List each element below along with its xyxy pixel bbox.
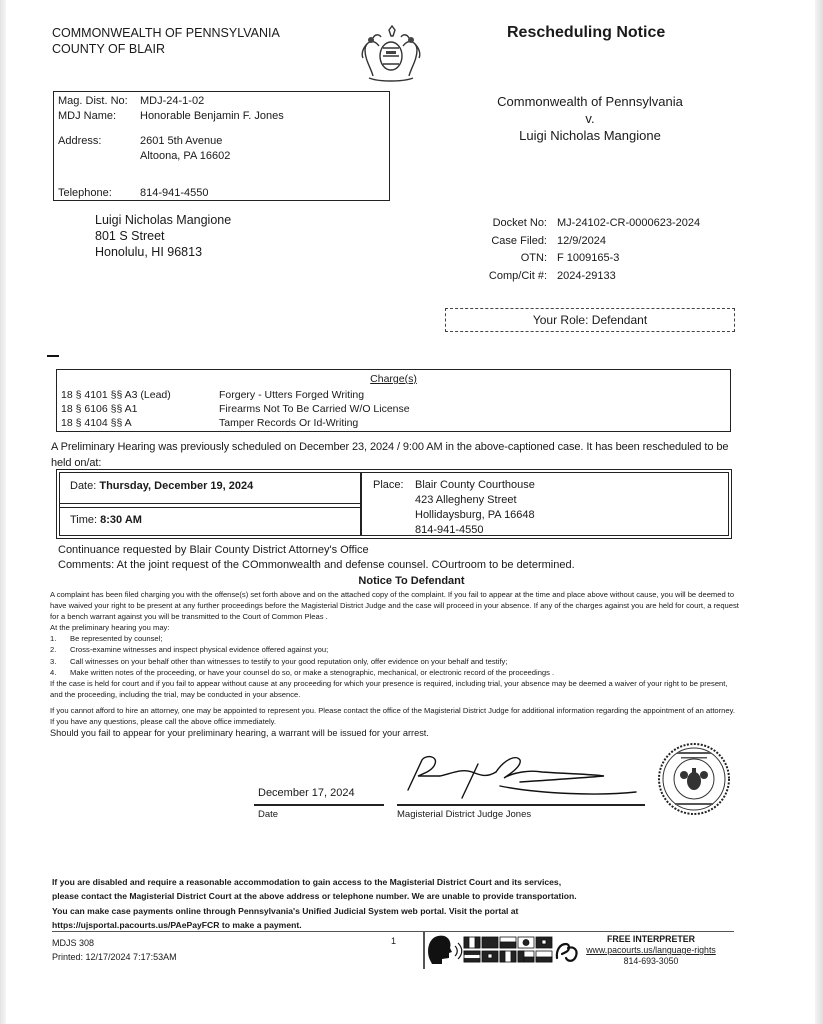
footer-divider xyxy=(52,931,734,932)
address-line1: 2601 5th Avenue xyxy=(140,135,223,147)
item-number: 1. xyxy=(50,634,57,644)
notice-body xyxy=(50,589,740,739)
otn-value: F 1009165-3 xyxy=(557,252,620,264)
charge-row xyxy=(61,403,410,415)
payment-portal-link[interactable]: https://ujsportal.pacourts.us/PAePayFCR to make a payment. xyxy=(52,919,302,930)
judge-signature-icon xyxy=(400,750,640,802)
continuance-block xyxy=(58,543,575,573)
compcit-label: Comp/Cit #: xyxy=(488,269,547,282)
schedule-divider-horizontal xyxy=(60,503,360,508)
time-label: Time: xyxy=(70,514,98,526)
notice-title: Notice To Defendant xyxy=(358,575,465,587)
page-edge-right xyxy=(815,0,823,1024)
compcit-row xyxy=(470,268,700,286)
case-filed-label: Case Filed: xyxy=(491,234,547,247)
charges-box xyxy=(56,369,731,432)
charges-heading: Charge(s) xyxy=(370,373,417,385)
mdj-name-label: MDJ Name: xyxy=(58,110,117,122)
access-line: please contact the Magisterial District Court at the above address or telephone number. We are unable to provide transportation. xyxy=(52,891,577,902)
judge-label: Magisterial District Judge Jones xyxy=(397,809,532,820)
telephone-row xyxy=(58,187,209,199)
item-text: Call witnesses on your behalf other than witnesses to testify to your good reputation only, offer evidence on your behalf and testify; xyxy=(70,656,508,666)
item-text: Be represented by counsel; xyxy=(70,634,163,644)
jurisdiction-header xyxy=(52,25,280,57)
hearing-place xyxy=(373,478,535,538)
place-label: Place: xyxy=(373,479,404,491)
pa-coat-of-arms-icon xyxy=(355,24,427,82)
signature-line xyxy=(397,804,645,806)
preliminary-hearing-text: A Preliminary Hearing was previously scheduled on December 23, 2024 / 9:00 AM in the above-captioned case. It has been rescheduled to be held on/at: xyxy=(51,441,729,469)
compcit-value: 2024-29133 xyxy=(557,269,616,282)
mag-dist-value: MDJ-24-1-02 xyxy=(140,95,205,107)
docket-value: MJ-24102-CR-0000623-2024 xyxy=(557,217,701,229)
docket-row xyxy=(470,215,700,233)
place-line3: Hollidaysburg, PA 16648 xyxy=(415,509,535,521)
plaintiff: Commonwealth of Pennsylvania xyxy=(497,94,683,109)
charge-row xyxy=(61,389,364,401)
charge-code: 18 § 6106 §§ A1 xyxy=(61,403,138,415)
schedule-box xyxy=(56,469,732,539)
telephone-label: Telephone: xyxy=(58,187,112,199)
speaking-head-icon xyxy=(428,936,462,964)
case-filed-row xyxy=(470,233,700,251)
defendant-city: Honolulu, HI 96813 xyxy=(95,245,203,259)
date-label: Date: xyxy=(70,480,97,492)
defendant-name: Luigi Nicholas Mangione xyxy=(95,213,232,227)
address-line2: Altoona, PA 16602 xyxy=(140,150,231,162)
address-row xyxy=(58,134,230,164)
defendant: Luigi Nicholas Mangione xyxy=(519,128,661,143)
item-number: 2. xyxy=(50,645,57,655)
place-line2: 423 Allegheny Street xyxy=(415,494,517,506)
printed-timestamp: Printed: 12/17/2024 7:17:53AM xyxy=(52,952,177,962)
rights-item xyxy=(50,633,740,644)
access-line: You can make case payments online through Pennsylvania's Unified Judicial System web portal. Visit the portal at xyxy=(52,905,519,916)
county-line: COUNTY OF BLAIR xyxy=(52,42,165,56)
place-line1: Blair County Courthouse xyxy=(415,479,535,491)
rights-item xyxy=(50,667,740,678)
charge-code: 18 § 4101 §§ A3 (Lead) xyxy=(61,389,171,401)
schedule-inner-border xyxy=(59,472,729,536)
interpreter-phone: 814-693-3050 xyxy=(623,956,679,966)
sign-language-icon xyxy=(557,944,577,961)
mdj-name-row xyxy=(58,110,284,122)
continuance-text: Continuance requested by Blair County District Attorney's Office xyxy=(58,544,369,556)
warrant-warning: Should you fail to appear for your preliminary hearing, a warrant will be issued for your arrest. xyxy=(50,728,429,739)
rights-item xyxy=(50,644,740,655)
telephone-value: 814-941-4550 xyxy=(140,187,209,199)
magisterial-district-box xyxy=(53,91,390,201)
signature-date: December 17, 2024 xyxy=(258,787,355,799)
flags-icon xyxy=(464,937,552,962)
hearing-date xyxy=(70,480,253,492)
item-number: 3. xyxy=(50,656,57,666)
document-title: Rescheduling Notice xyxy=(507,24,666,41)
margin-mark xyxy=(47,355,59,357)
charge-description: Firearms Not To Be Carried W/O License xyxy=(219,403,410,415)
footer-vertical-divider xyxy=(423,931,425,969)
item-number: 4. xyxy=(50,667,57,677)
docket-info xyxy=(470,215,700,285)
case-filed-value: 12/9/2024 xyxy=(557,234,606,247)
schedule-divider-vertical xyxy=(360,473,362,535)
notice-intro: At the preliminary hearing you may: xyxy=(50,623,170,633)
date-value: Thursday, December 19, 2024 xyxy=(99,480,254,492)
charge-code: 18 § 4104 §§ A xyxy=(61,417,132,429)
otn-row xyxy=(470,250,700,268)
role-box: Your Role: Defendant xyxy=(445,308,735,332)
address-value xyxy=(140,134,230,164)
page-number: 1 xyxy=(391,936,397,946)
free-interpreter-block xyxy=(577,934,725,967)
place-address xyxy=(415,478,535,538)
time-value: 8:30 AM xyxy=(100,514,142,526)
page-edge-left xyxy=(0,0,6,1024)
charge-row xyxy=(61,417,358,429)
language-rights-link[interactable]: www.pacourts.us/language-rights xyxy=(586,945,716,955)
notice-paragraph: If the case is held for court and if you fail to appear without cause at any proceeding for which your presence is required, including trial, your absence may be deemed a waiver of your right to be present, and the proceeding, including the trial, may be conducted in your absence. xyxy=(50,678,728,699)
versus: v. xyxy=(585,111,595,126)
mag-dist-label: Mag. Dist. No: xyxy=(58,95,128,107)
form-info xyxy=(52,936,177,964)
hearing-time xyxy=(70,514,142,526)
mdj-name-value: Honorable Benjamin F. Jones xyxy=(140,110,284,122)
item-text: Make written notes of the proceeding, or have your counsel do so, or make a stenographic, mechanical, or electronic record of the proceedings . xyxy=(70,667,555,677)
rights-item xyxy=(50,656,740,667)
date-line xyxy=(254,804,384,806)
address-label: Address: xyxy=(58,135,102,147)
charge-description: Tamper Records Or Id-Writing xyxy=(219,417,359,429)
case-caption xyxy=(440,93,740,144)
commonwealth-line: COMMONWEALTH OF PENNSYLVANIA xyxy=(52,26,280,40)
docket-label: Docket No: xyxy=(492,217,547,229)
accessibility-notice xyxy=(52,875,732,932)
place-phone: 814-941-4550 xyxy=(415,524,484,536)
notice-paragraph: If you cannot afford to hire an attorney, one may be appointed to represent you. Please contact the office of the Magisterial District Judge for additional information regarding the appointment of an attorney. If you have any questions, please call the above office immediately. xyxy=(50,705,735,727)
court-seal-icon xyxy=(657,742,731,816)
otn-label: OTN: xyxy=(520,252,547,264)
notice-paragraph: A complaint has been filed charging you with the offense(s) set forth above and on the attached copy of the complaint. If you fail to appear at the time and place above without cause, you will be deemed to have waived your right to be present at any further proceedings before the Magisterial District Judge and the case will proceed in your absence. If any of the charges against you are held for court, a request for a bench warrant against you will be transmitted to the Court of Common Pleas . xyxy=(50,590,739,622)
defendant-street: 801 S Street xyxy=(95,229,165,243)
comments-text: Comments: At the joint request of the COmmonwealth and defense counsel. COurtroom to be determined. xyxy=(58,559,575,571)
item-text: Cross-examine witnesses and inspect physical evidence offered against you; xyxy=(70,645,329,655)
charge-description: Forgery - Utters Forged Writing xyxy=(219,389,365,401)
interpreter-title: FREE INTERPRETER xyxy=(607,934,695,944)
date-label: Date xyxy=(258,809,279,820)
access-line: If you are disabled and require a reasonable accommodation to gain access to the Magisterial District Court and its services, xyxy=(52,877,562,887)
form-number: MDJS 308 xyxy=(52,938,95,948)
interpreter-icons xyxy=(426,932,581,968)
defendant-address xyxy=(95,212,231,260)
mag-dist-row xyxy=(58,95,204,107)
